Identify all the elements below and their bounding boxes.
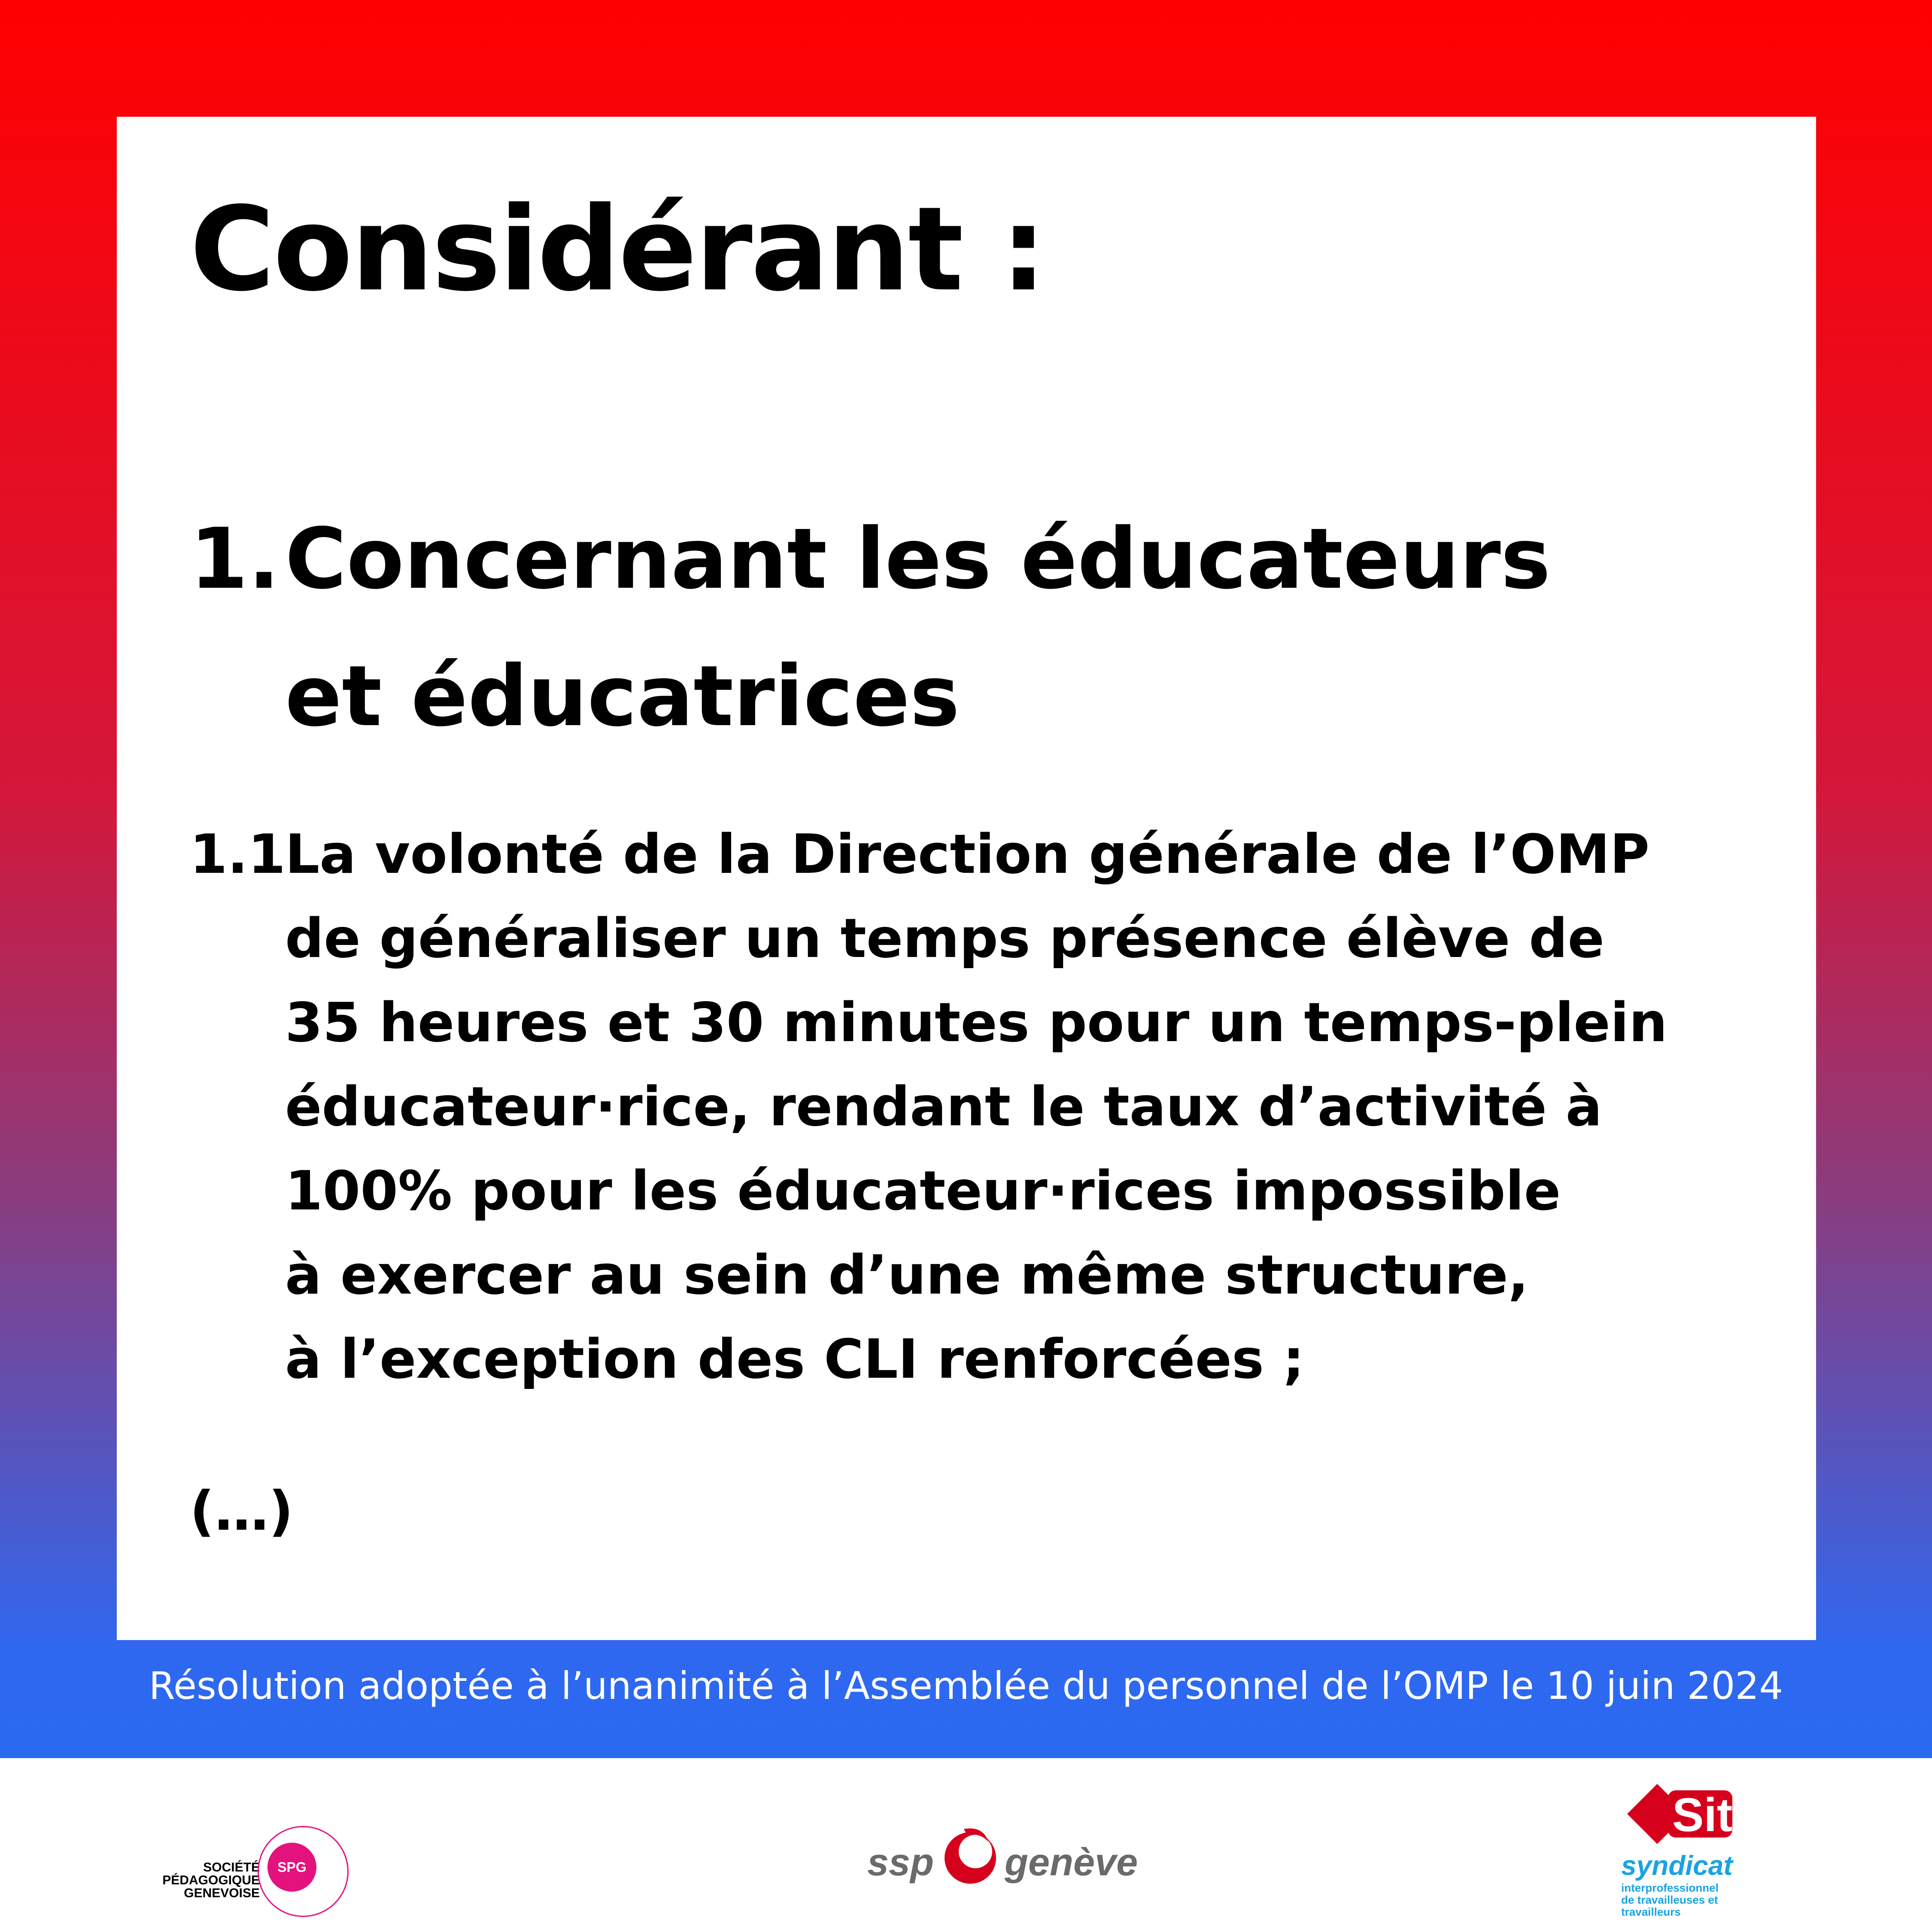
- spg-logo: [109, 1797, 367, 1913]
- resolution-note: Résolution adoptée à l’unanimité à l’Assemblée du personnel de l’OMP le 10 juin 2024: [149, 1664, 1783, 1708]
- sit-subtitle-line: travailleurs: [1621, 1905, 1681, 1918]
- ellipsis: (…): [190, 1479, 294, 1543]
- point-number: 1.1: [190, 823, 286, 886]
- logo-bar: [0, 1758, 1932, 1932]
- spg-badge: SPG: [267, 1843, 316, 1892]
- spg-line: PÉDAGOGIQUE: [162, 1873, 260, 1887]
- point-line: à exercer au sein d’une même structure,: [285, 1243, 1529, 1306]
- point-line: 35 heures et 30 minutes pour un temps-plein: [285, 991, 1668, 1054]
- point-line: 100% pour les éducateur·rices impossible: [285, 1159, 1561, 1222]
- spg-wordmark: [162, 1861, 260, 1900]
- ssp-swirl-icon: [938, 1823, 1002, 1887]
- spg-line: SOCIÉTÉ: [203, 1860, 260, 1874]
- point-text: [285, 812, 1668, 1401]
- point-line: à l’exception des CLI renforcées ;: [285, 1327, 1305, 1391]
- section-number: 1.: [190, 510, 280, 608]
- sit-emblem-icon: [1627, 1775, 1735, 1857]
- point-line: de généraliser un temps présence élève de: [285, 907, 1604, 970]
- spg-line: GENEVOISE: [184, 1886, 260, 1900]
- ssp-logo: [863, 1788, 1138, 1884]
- content-card: [117, 117, 1816, 1640]
- ssp-wordmark-left: ssp: [867, 1841, 934, 1884]
- point-line: éducateur·rice, rendant le taux d’activité à: [285, 1075, 1602, 1138]
- sit-wordmark: syndicat: [1621, 1850, 1733, 1881]
- page-title: Considérant :: [190, 182, 1045, 317]
- section-title-line: Concernant les éducateurs: [285, 510, 1551, 608]
- point-line: La volonté de la Direction générale de l’OMP: [285, 823, 1649, 886]
- section-title-line: et éducatrices: [285, 647, 960, 745]
- sit-subtitle-line: interprofessionnel: [1621, 1881, 1719, 1894]
- section-title: [285, 490, 1702, 765]
- sit-subtitle-line: de travailleuses et: [1621, 1893, 1718, 1906]
- ssp-wordmark-right: genève: [1005, 1841, 1138, 1884]
- sit-logo: [1619, 1775, 1760, 1930]
- sit-subtitle: [1621, 1882, 1763, 1918]
- svg-text:Sit: Sit: [1672, 1789, 1733, 1841]
